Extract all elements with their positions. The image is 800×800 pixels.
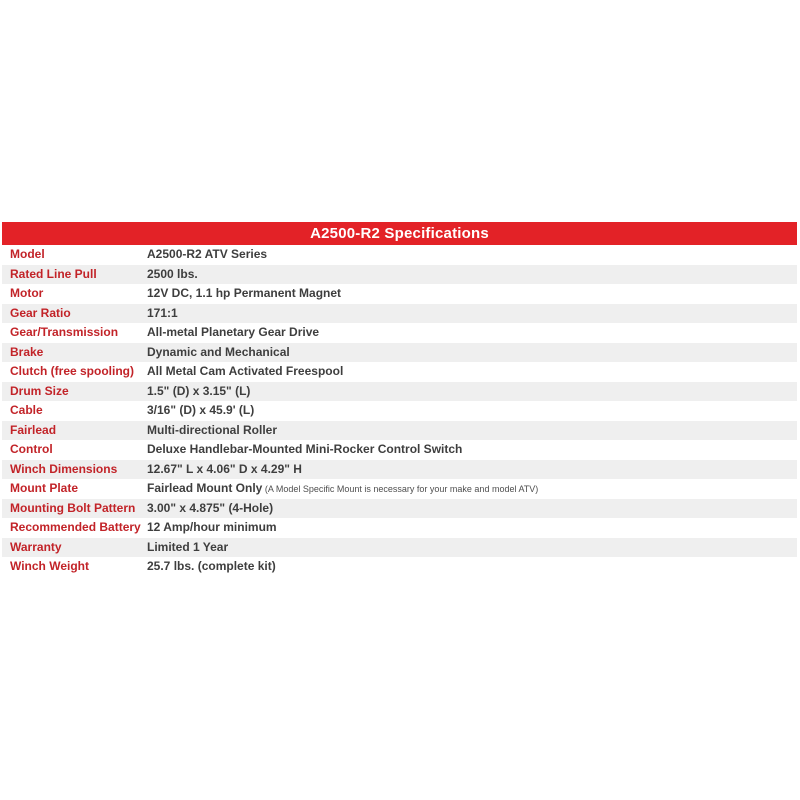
spec-label: Cable: [10, 403, 43, 417]
spec-value: [147, 265, 797, 285]
spec-value: [147, 362, 797, 382]
table-rows: [2, 245, 797, 577]
spec-value: [147, 245, 797, 265]
spec-value-text: 3.00" x 4.875" (4-Hole): [147, 500, 274, 515]
spec-value: [147, 401, 797, 421]
spec-label: Gear/Transmission: [10, 325, 119, 339]
table-row: [2, 343, 797, 363]
spec-label: Rated Line Pull: [10, 266, 97, 281]
spec-label: Brake: [10, 344, 44, 359]
table-row: [2, 499, 797, 519]
table-row: [2, 362, 797, 382]
table-title: A2500-R2 Specifications: [2, 222, 797, 245]
spec-label: Motor: [10, 286, 44, 300]
spec-label: Control: [10, 442, 53, 456]
table-row: [2, 304, 797, 324]
spec-value-text: 1.5" (D) x 3.15" (L): [147, 383, 251, 398]
table-row: [2, 479, 797, 499]
table-row: [2, 245, 797, 265]
spec-value-text: All Metal Cam Activated Freespool: [147, 364, 344, 378]
spec-value: [147, 557, 797, 577]
spec-value: [147, 382, 797, 402]
spec-value-text: 12.67" L x 4.06" D x 4.29" H: [147, 461, 302, 476]
spec-value: [147, 323, 797, 343]
table-row: [2, 284, 797, 304]
spec-value-text: 2500 lbs.: [147, 266, 198, 281]
spec-label: Drum Size: [10, 383, 69, 398]
spec-label: Mount Plate: [10, 481, 78, 495]
spec-value: [147, 518, 797, 538]
spec-label: Gear Ratio: [10, 305, 71, 320]
spec-value: [147, 479, 797, 499]
table-row: [2, 382, 797, 402]
spec-value: [147, 499, 797, 519]
spec-value-text: Fairlead Mount Only: [147, 481, 263, 495]
table-row: [2, 421, 797, 441]
spec-value-text: Multi-directional Roller: [147, 422, 278, 437]
spec-value: [147, 440, 797, 460]
spec-value-text: A2500-R2 ATV Series: [147, 247, 268, 261]
spec-value-text: 171:1: [147, 305, 178, 320]
spec-label: Winch Weight: [10, 559, 89, 573]
spec-value-text: All-metal Planetary Gear Drive: [147, 325, 320, 339]
table-row: [2, 323, 797, 343]
spec-value-note: (A Model Specific Mount is necessary for your make and model ATV): [262, 484, 539, 494]
spec-label: Clutch (free spooling): [10, 364, 134, 378]
table-row: [2, 518, 797, 538]
table-row: [2, 401, 797, 421]
table-row: [2, 538, 797, 558]
spec-label: Fairlead: [10, 422, 57, 437]
spec-value: [147, 284, 797, 304]
spec-value-text: Dynamic and Mechanical: [147, 344, 290, 359]
spec-value: [147, 304, 797, 324]
spec-value-text: 12V DC, 1.1 hp Permanent Magnet: [147, 286, 342, 300]
specifications-table: [2, 222, 797, 577]
table-row: [2, 440, 797, 460]
spec-label: Winch Dimensions: [10, 461, 118, 476]
table-row: [2, 557, 797, 577]
spec-value-text: Deluxe Handlebar-Mounted Mini-Rocker Control Switch: [147, 442, 463, 456]
spec-value: [147, 460, 797, 480]
spec-value: [147, 538, 797, 558]
spec-value-text: 25.7 lbs. (complete kit): [147, 559, 276, 573]
spec-label: Mounting Bolt Pattern: [10, 500, 136, 515]
spec-value-text: 12 Amp/hour minimum: [147, 520, 277, 534]
spec-value-text: 3/16" (D) x 45.9' (L): [147, 403, 255, 417]
table-row: [2, 265, 797, 285]
spec-value: [147, 421, 797, 441]
spec-label: Warranty: [10, 539, 62, 554]
spec-value-text: Limited 1 Year: [147, 539, 229, 554]
table-row: [2, 460, 797, 480]
spec-value: [147, 343, 797, 363]
spec-label: Model: [10, 247, 45, 261]
spec-label: Recommended Battery: [10, 520, 141, 534]
